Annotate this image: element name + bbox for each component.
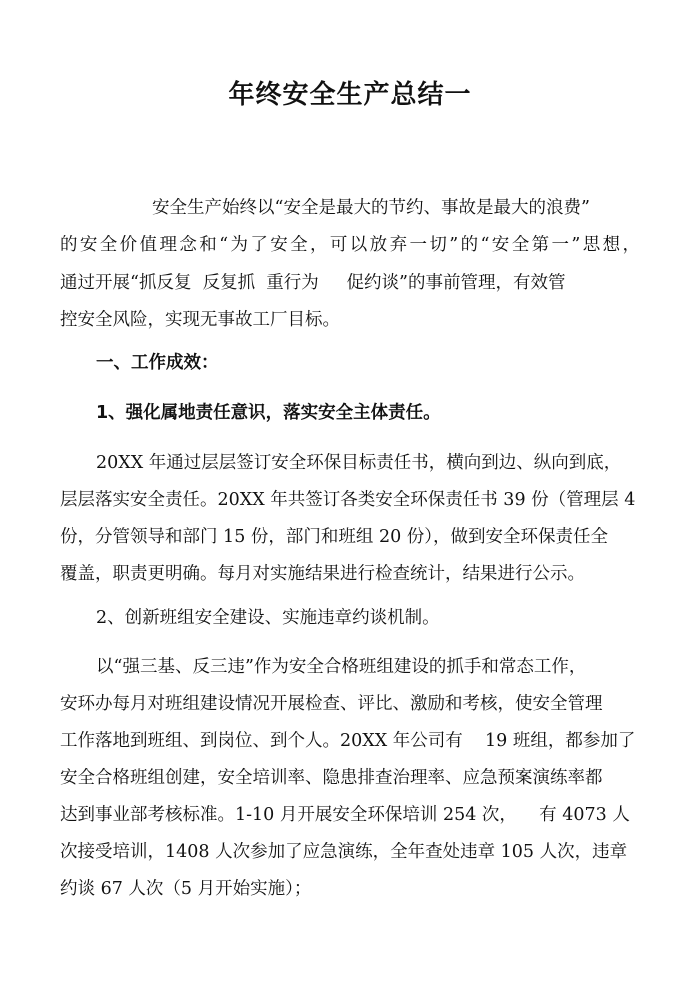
intro-line-3: 通过开展“抓反复 反复抓 重行为 促约谈”的事前管理，有效管	[60, 273, 566, 293]
item2-line-2: 安环办每月对班组建设情况开展检查、评比、激励和考核，使安全管理	[60, 694, 603, 714]
document-title: 年终安全生产总结一	[228, 80, 472, 110]
item2-line-5: 达到事业部考核标准。1-10 月开展安全环保培训 254 次， 有 4073 人	[60, 805, 630, 825]
intro-line-1: 安全生产始终以“安全是最大的节约、事故是最大的浪费”	[152, 198, 590, 218]
item1-line-3: 份，分管领导和部门 15 份，部门和班组 20 份），做到安全环保责任全	[60, 527, 609, 547]
item2-line-6: 次接受培训，1408 人次参加了应急演练，全年查处违章 105 人次，违章	[60, 842, 628, 862]
item2-line-4: 安全合格班组创建，安全培训率、隐患排查治理率、应急预案演练率都	[60, 768, 603, 788]
intro-line-2: 的安全价值理念和“为了安全，可以放弃一切”的“安全第一”思想，	[60, 235, 640, 255]
item2-line-7: 约谈 67 人次（5 月开始实施）；	[60, 879, 312, 899]
section-heading: 一、工作成效：	[96, 353, 219, 373]
item1-line-2: 层层落实安全责任。20XX 年共签订各类安全环保责任书 39 份（管理层 4	[60, 490, 636, 510]
item1-heading: 1、强化属地责任意识，落实安全主体责任。	[96, 403, 441, 423]
item2-heading: 2、创新班组安全建设、实施违章约谈机制。	[96, 608, 440, 628]
intro-line-4: 控安全风险，实现无事故工厂目标。	[60, 310, 340, 330]
item2-line-1: 以“强三基、反三违”作为安全合格班组建设的抓手和常态工作，	[96, 657, 587, 677]
item2-line-3: 工作落地到班组、到岗位、到个人。20XX 年公司有 19 班组，都参加了	[60, 731, 636, 751]
item1-line-4: 覆盖，职责更明确。每月对实施结果进行检查统计，结果进行公示。	[60, 564, 585, 584]
item1-line-1: 20XX 年通过层层签订安全环保目标责任书，横向到边、纵向到底，	[96, 453, 622, 473]
